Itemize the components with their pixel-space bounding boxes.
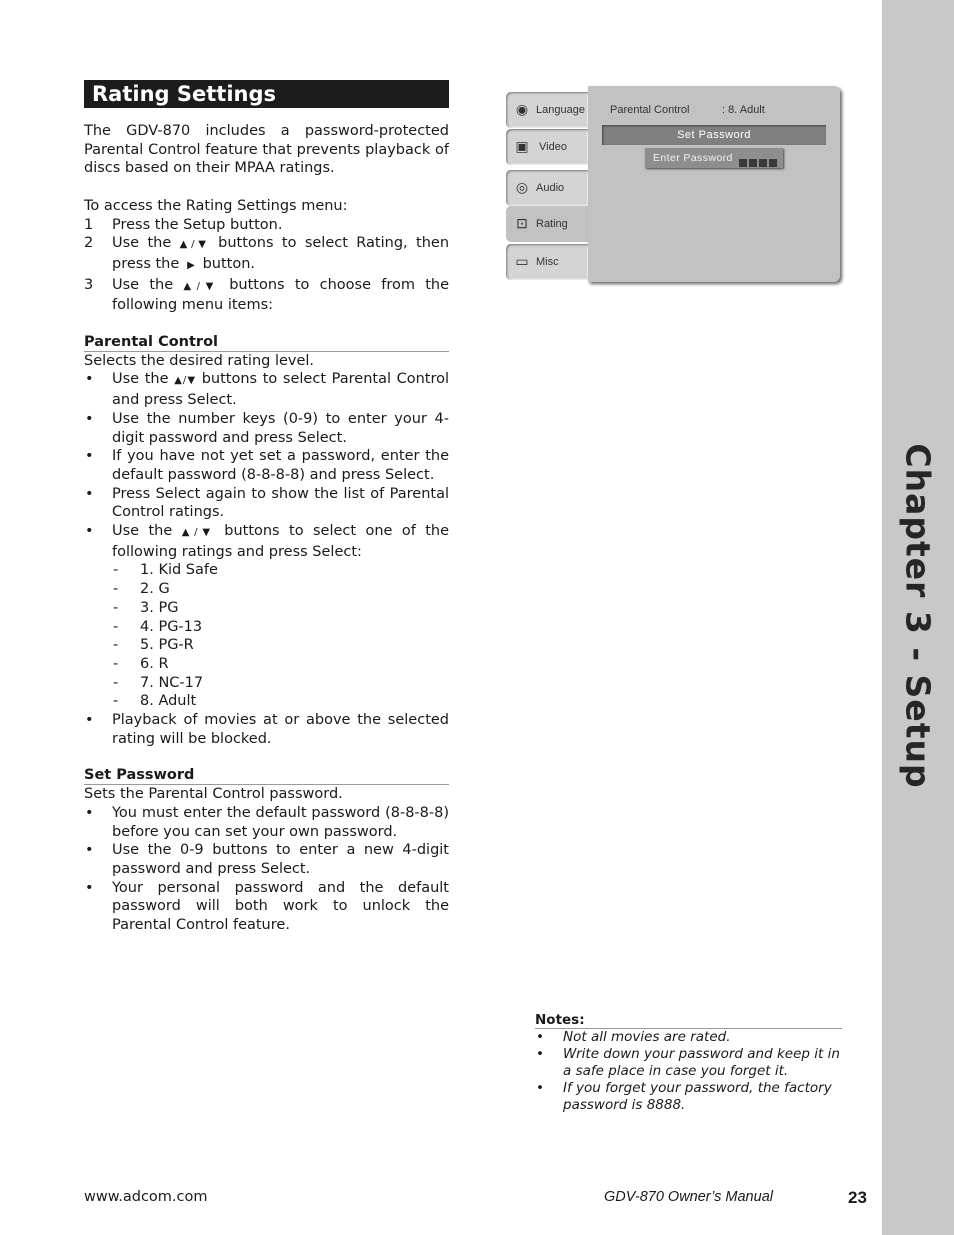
intro-paragraph: The GDV-870 includes a password-protected Parental Control feature that prevents playback of discs based on their MPAA ratings.	[84, 123, 449, 177]
set-password-desc: Sets the Parental Control password.	[84, 786, 343, 803]
rating-item: - 6. R	[113, 655, 169, 672]
rating-item: - 3. PG	[113, 599, 179, 616]
osd-panel	[588, 86, 840, 282]
osd-parental-label: Parental Control	[610, 104, 690, 116]
sp-bullet-1: • You must enter the default password (8-8-8-8) before you can set your own password.	[85, 804, 449, 840]
lips-icon: ◉	[515, 101, 529, 117]
rating-item: - 1. Kid Safe	[113, 562, 218, 579]
note-item: • Not all movies are rated.	[536, 1029, 731, 1045]
osd-enter-password[interactable]: Enter Password	[645, 148, 783, 168]
parental-control-desc: Selects the desired rating level.	[84, 352, 315, 369]
pc-bullet-6: • Playback of movies at or above the selected rating will be blocked.	[85, 712, 449, 747]
right-arrow-icon: ▶	[183, 259, 198, 271]
rating-item: - 7. NC-17	[113, 674, 204, 691]
osd-tab-audio[interactable]: ◎ Audio	[506, 170, 588, 206]
monitor-icon: ▭	[515, 253, 529, 269]
osd-set-password[interactable]: Set Password	[602, 125, 826, 145]
up-down-arrows-icon: ▲/▼	[174, 375, 197, 387]
rating-item: - 2. G	[113, 581, 170, 598]
tv-icon: ▣	[515, 138, 529, 154]
pc-bullet-4: • Press Select again to show the list of Parental Control ratings.	[85, 485, 449, 521]
footer-manual-title: GDV-870 Owner’s Manual	[604, 1189, 773, 1205]
left-column	[84, 122, 449, 935]
up-down-arrows-icon: ▲/▼	[181, 527, 215, 539]
pc-bullet-3: • If you have not yet set a password, enter the default password (8-8-8-8) and press Select.	[85, 448, 449, 483]
section-title: Rating Settings	[84, 80, 449, 108]
step-2: 2 Use the ▲/▼ buttons to select Rating, then press the ▶ button.	[84, 235, 450, 272]
chapter-tab	[882, 0, 954, 1235]
pc-bullet-1: • Use the ▲/▼ buttons to select Parental Control and press Select.	[85, 371, 450, 409]
step-1: 1 Press the Setup button.	[84, 216, 283, 233]
up-down-arrows-icon: ▲/▼	[179, 239, 210, 251]
lock-icon: ⊡	[516, 215, 528, 231]
note-item: • Write down your password and keep it in a safe place in case you forget it.	[536, 1046, 840, 1079]
osd-tab-rating[interactable]: ⊡ Rating	[506, 206, 588, 242]
set-password-heading: Set Password	[84, 767, 449, 785]
pc-bullet-5: • Use the ▲/▼ buttons to select one of the following ratings and press Select:	[85, 523, 450, 560]
step-3: 3 Use the ▲/▼ buttons to choose from the following menu items:	[84, 276, 450, 314]
notes-heading: Notes:	[535, 1012, 842, 1029]
speaker-icon: ◎	[515, 179, 529, 195]
parental-control-heading: Parental Control	[84, 334, 449, 352]
chapter-sidebar	[882, 0, 954, 1235]
osd-tab-misc[interactable]: ▭ Misc	[506, 244, 588, 280]
osd-tab-language[interactable]: ◉ Language	[506, 92, 588, 128]
footer-url: www.adcom.com	[84, 1189, 208, 1205]
rating-item: - 5. PG-R	[113, 637, 194, 654]
pc-bullet-2: • Use the number keys (0-9) to enter your 4-digit password and press Select.	[85, 410, 449, 446]
sp-bullet-3: • Your personal password and the default password will both work to unlock the Parental Control feature.	[85, 879, 449, 934]
password-boxes	[739, 154, 779, 174]
note-item: • If you forget your password, the factory password is 8888.	[536, 1080, 832, 1113]
sp-bullet-2: • Use the 0-9 buttons to enter a new 4-digit password and press Select.	[85, 842, 449, 877]
access-lead: To access the Rating Settings menu:	[84, 197, 348, 214]
osd-tab-video[interactable]: ▣ Video	[506, 129, 588, 165]
up-down-arrows-icon: ▲/▼	[183, 280, 219, 292]
rating-item: - 8. Adult	[113, 693, 197, 710]
rating-item: - 4. PG-13	[113, 618, 203, 635]
notes-box	[535, 1012, 842, 1114]
page-number: 23	[848, 1188, 867, 1207]
chapter-label: Chapter 3 - Setup	[898, 443, 938, 789]
osd-parental-value: : 8. Adult	[722, 104, 765, 116]
